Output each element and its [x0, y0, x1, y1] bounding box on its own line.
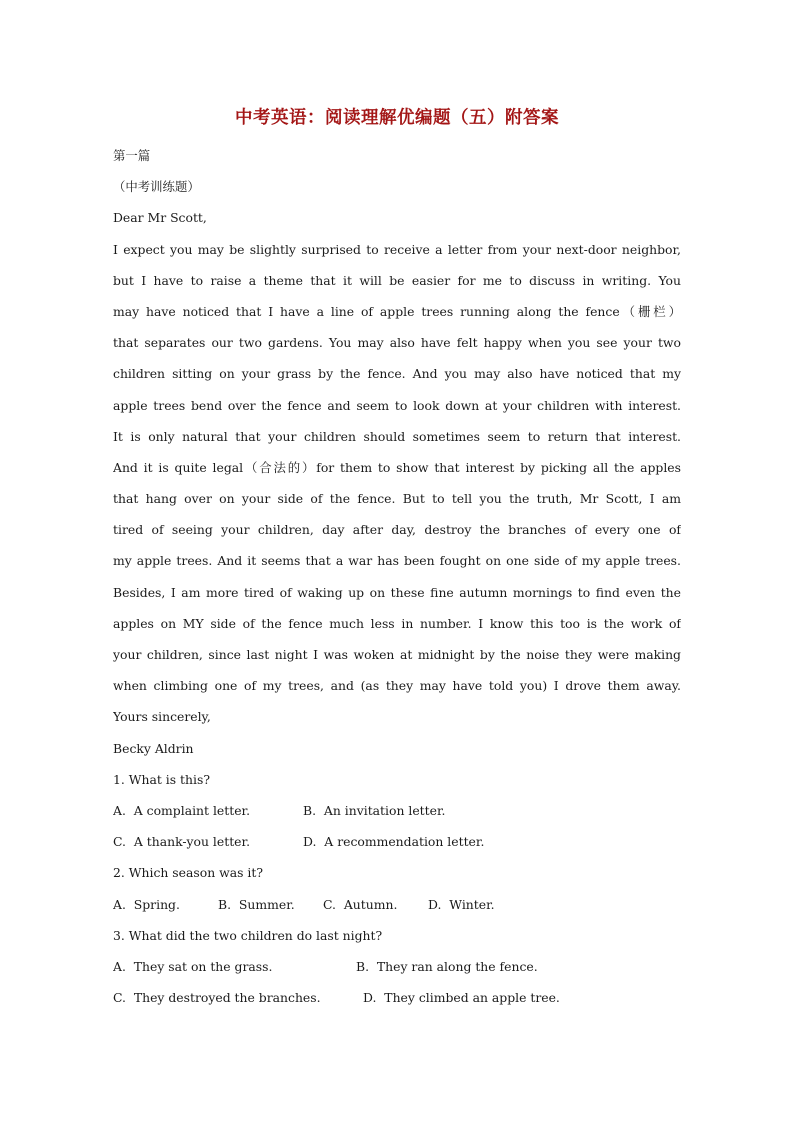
option-b: B. An invitation letter. [303, 802, 446, 818]
letter-signature: Becky Aldrin [113, 740, 194, 756]
option-b: B. They ran along the fence. [356, 958, 538, 974]
letter-line: I expect you may be slightly surprised to receive a letter from your next-door neighbor, [113, 241, 681, 257]
option-a: A. They sat on the grass. [113, 958, 273, 974]
option-a: A. A complaint letter. [113, 802, 251, 818]
question-stem: 2. Which season was it? [113, 865, 263, 881]
letter-line: apples on MY side of the fence much less in number. I know this too is the work of [113, 615, 681, 631]
option-c: C. A thank-you letter. [113, 834, 251, 850]
letter-greeting: Dear Mr Scott, [113, 210, 207, 226]
document-body [113, 140, 681, 1013]
letter-line: It is only natural that your children should sometimes seem to return that interest. [113, 428, 681, 444]
source-note: （中考训练题） [113, 179, 200, 195]
option-row [113, 951, 681, 982]
section-heading: 第一篇 [113, 148, 151, 163]
option-a: A. Spring. [113, 896, 180, 912]
letter-line: children sitting on your grass by the fence. And you may also have noticed that my [113, 366, 681, 382]
letter-line: that separates our two gardens. You may also have felt happy when you see your two [113, 335, 681, 351]
question-stem: 1. What is this? [113, 771, 210, 787]
letter-line: that hang over on your side of the fence. But to tell you the truth, Mr Scott, I am [113, 491, 681, 507]
option-row [113, 982, 681, 1013]
option-row [113, 795, 681, 826]
letter-line: when climbing one of my trees, and (as they may have told you) I drove them away. [113, 678, 681, 694]
option-d: D. A recommendation letter. [303, 834, 485, 850]
option-row [113, 889, 681, 920]
letter-line: but I have to raise a theme that it will be easier for me to discuss in writing. You [113, 272, 681, 288]
letter-closing: Yours sincerely, [113, 709, 211, 725]
option-d: D. They climbed an apple tree. [363, 990, 560, 1006]
option-b: B. Summer. [218, 896, 295, 912]
letter-line: And it is quite legal（合法的）for them to show that interest by picking all the apples [113, 459, 681, 475]
letter-line: may have noticed that I have a line of apple trees running along the fence（栅栏） [113, 303, 681, 319]
letter-line: apple trees bend over the fence and seem to look down at your children with interest. [113, 397, 681, 413]
question-stem: 3. What did the two children do last night? [113, 927, 383, 943]
page-title: 中考英语：阅读理解优编题（五）附答案 [235, 108, 559, 128]
letter-line: your children, since last night I was woken at midnight by the noise they were making [113, 647, 681, 662]
letter-line: tired of seeing your children, day after day, destroy the branches of every one of [113, 522, 681, 538]
option-row [113, 826, 681, 857]
letter-body [113, 234, 681, 702]
option-d: D. Winter. [428, 896, 495, 912]
option-c: C. They destroyed the branches. [113, 990, 321, 1006]
letter-line: Besides, I am more tired of waking up on these fine autumn mornings to find even the [113, 584, 681, 600]
letter-line: my apple trees. And it seems that a war has been fought on one side of my apple trees. [113, 553, 681, 569]
option-c: C. Autumn. [323, 896, 398, 912]
